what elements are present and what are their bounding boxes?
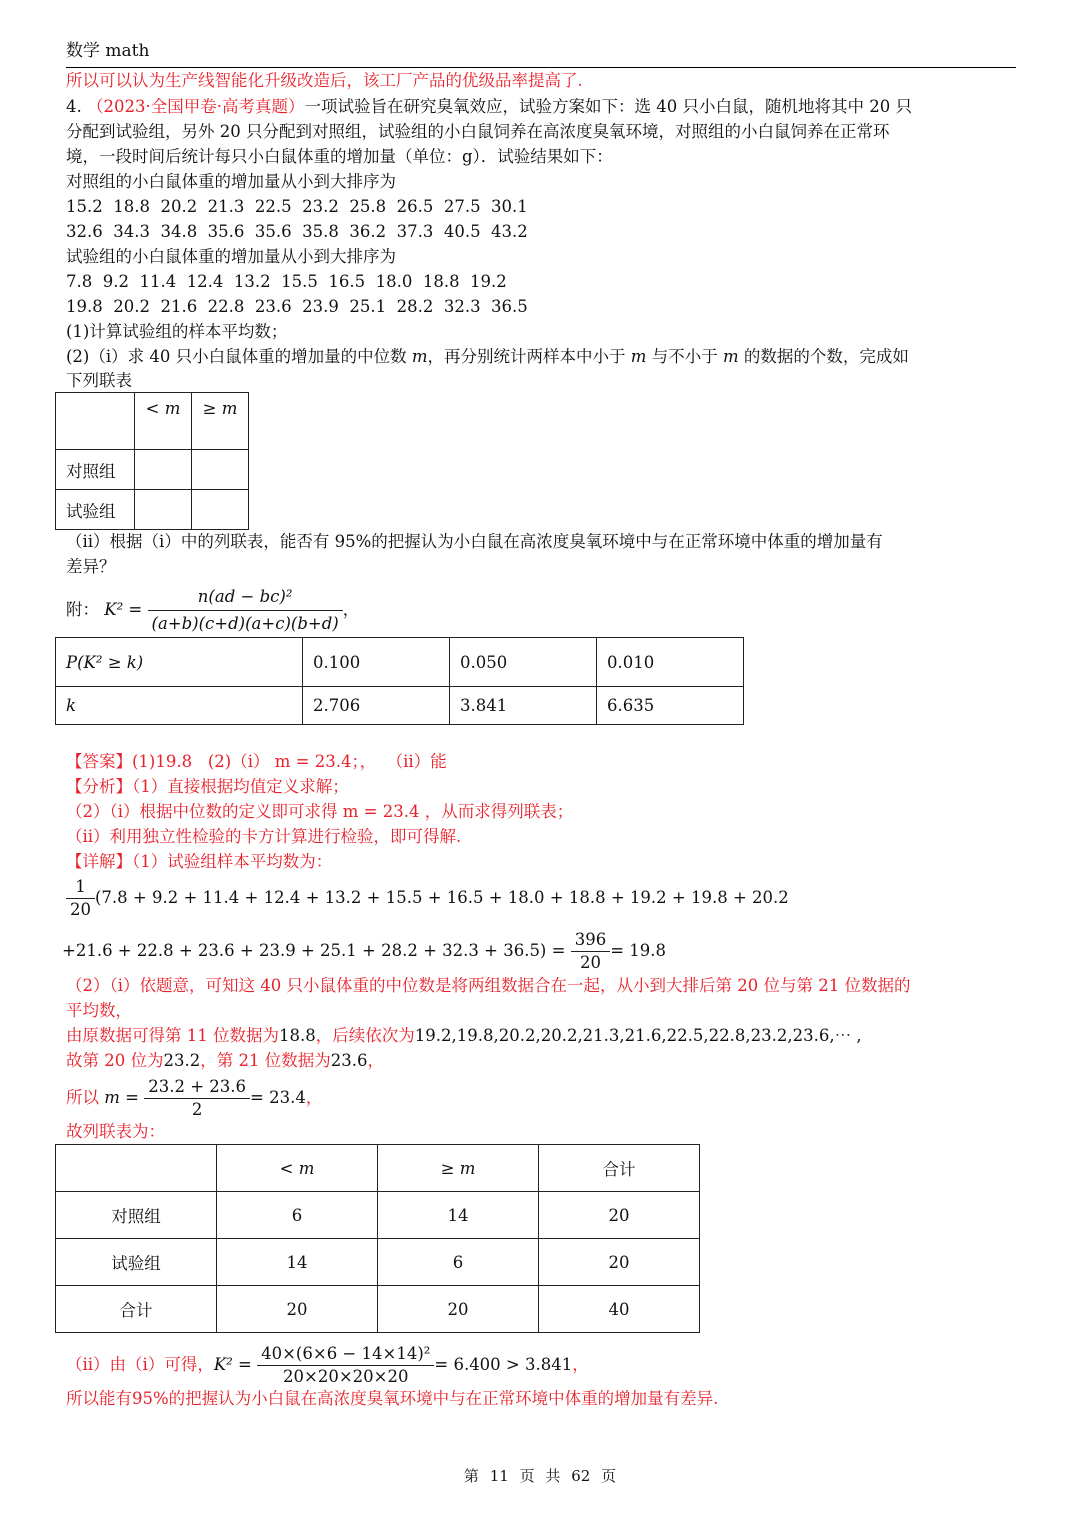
m-calc-b: m =	[104, 1088, 139, 1107]
problem-stem-3: 境，一段时间后统计每只小白鼠体重的增加量（单位：g）．试验结果如下：	[66, 147, 613, 166]
blank-cell	[135, 450, 192, 490]
page-number: 11	[489, 1467, 509, 1485]
median-4a: 故第 20 位为	[66, 1051, 164, 1070]
chi-d: ，	[572, 1355, 589, 1374]
analysis-line-3: （ⅱ）利用独立性检验的卡方计算进行检验，即可得解.	[66, 827, 462, 846]
analysis-tag: 【分析】	[66, 777, 132, 796]
header-ge-m: ≥ m	[202, 399, 238, 418]
blank-cell	[192, 450, 249, 490]
answer-line	[66, 751, 447, 773]
control-title: 对照组的小白鼠体重的增加量从小到大排序为	[66, 172, 396, 191]
table-cell: 合计	[56, 1286, 217, 1333]
analysis-line-1	[66, 776, 349, 798]
median-3b: 18.8	[279, 1026, 316, 1045]
mean-result-fraction	[571, 929, 611, 974]
median-4e: ，	[367, 1051, 384, 1070]
header-less-than-m: < m	[145, 399, 181, 418]
median-3c: ，后续依次为	[315, 1026, 415, 1045]
table-cell: 6	[217, 1192, 378, 1239]
analysis-line-2: （2）（ⅰ）根据中位数的定义即可求得 m = 23.4 ，从而求得列联表；	[66, 802, 574, 821]
blank-cell	[192, 490, 249, 530]
crit-header: P(K² ≥ k)	[66, 652, 144, 672]
chi-square-calculation	[66, 1343, 589, 1388]
footer-text: 共	[545, 1467, 561, 1485]
chi-fraction	[257, 1343, 434, 1388]
critical-value-table	[55, 637, 744, 725]
formula-fraction	[148, 584, 343, 637]
m-calc-num: 23.2 + 23.6	[148, 1077, 247, 1096]
chi-num: 40×(6×6 − 14×14)²	[261, 1344, 431, 1363]
appendix-formula	[66, 584, 359, 637]
table-header-total: 合计	[539, 1145, 700, 1192]
test-title: 试验组的小白鼠体重的增加量从小到大排序为	[66, 247, 396, 266]
median-4d: 23.6	[330, 1051, 368, 1070]
control-row-1: 15.2 18.8 20.2 21.3 22.5 23.2 25.8 26.5 27.5 30.1	[66, 197, 528, 216]
median-4b: 23.2	[163, 1051, 201, 1070]
m-calc-fraction	[144, 1076, 250, 1121]
median-4c: ，第 21 位数据为	[200, 1051, 331, 1070]
row-label-control: 对照组	[56, 450, 135, 490]
median-3a: 由原数据可得第 11 位数据为	[66, 1026, 279, 1045]
m-calc-c: = 23.4	[250, 1088, 306, 1107]
footer-text: 页	[601, 1467, 617, 1485]
mean-sum-part-1: (7.8 + 9.2 + 11.4 + 12.4 + 13.2 + 15.5 + 16.5 + 18.0 + 18.8 + 19.2 + 19.8 + 20.2	[95, 888, 789, 907]
question-2-line-2: 下列联表	[66, 371, 132, 390]
mean-formula-line-1	[66, 876, 789, 921]
q2-text-c: 与不小于	[646, 347, 723, 366]
table-cell: 40	[539, 1286, 700, 1333]
table-header-ge: ≥ m	[440, 1158, 476, 1178]
q2-var-m: m	[411, 347, 428, 366]
crit-k-value: 2.706	[303, 687, 450, 725]
median-3d: 19.2,19.8,20.2,20.2,21.3,21.6,22.5,22.8,23.2,23.6,⋯ ,	[414, 1026, 862, 1045]
table-cell: 对照组	[56, 1192, 217, 1239]
problem-stem-1: 一项试验旨在研究臭氧效应，试验方案如下：选 40 只小白鼠，随机地将其中 20 只	[304, 97, 912, 116]
table-cell: 6	[378, 1239, 539, 1286]
table-cell: 14	[378, 1192, 539, 1239]
table-intro: 故列联表为：	[66, 1122, 165, 1141]
q2-var-m: m	[630, 347, 647, 366]
question-2ii-line-1: （ⅱ）根据（ⅰ）中的列联表，能否有 95%的把握认为小白鼠在高浓度臭氧环境中与在正常环境中体重的增加量有	[66, 532, 883, 551]
page-footer	[0, 1465, 1080, 1486]
problem-source: （2023·全国甲卷·高考真题）	[87, 97, 305, 116]
crit-p-value: 0.050	[450, 638, 597, 687]
m-calculation	[66, 1076, 322, 1121]
problem-line-1	[66, 96, 912, 118]
header-subject: 数学 math	[66, 41, 150, 61]
formula-denominator: (a+b)(c+d)(a+c)(b+d)	[148, 610, 343, 637]
final-conclusion: 所以能有95%的把握认为小白鼠在高浓度臭氧环境中与在正常环境中体重的增加量有差异.	[66, 1389, 719, 1408]
table-header-lt: < m	[279, 1158, 315, 1178]
table-cell: 20	[378, 1286, 539, 1333]
mean-coef-num: 1	[75, 877, 86, 896]
mean-sum-part-2: +21.6 + 22.8 + 23.6 + 23.9 + 25.1 + 28.2 + 32.3 + 36.5) =	[62, 941, 566, 960]
answer-tag: 【答案】	[66, 752, 132, 771]
crit-k-value: 6.635	[597, 687, 744, 725]
question-2-line-1	[66, 346, 909, 368]
blank-contingency-table	[55, 392, 249, 530]
footer-text: 页	[519, 1467, 535, 1485]
m-calc-d: ，	[305, 1088, 323, 1107]
table-cell: 20	[217, 1286, 378, 1333]
mean-result: = 19.8	[610, 941, 667, 960]
total-pages: 62	[571, 1467, 591, 1485]
crit-p-value: 0.010	[597, 638, 744, 687]
table-header-blank	[56, 1145, 217, 1192]
chi-a: （ⅱ）由（ⅰ）可得，	[66, 1355, 214, 1374]
median-line-1: （2）（ⅰ）依题意，可知这 40 只小鼠体重的中位数是将两组数据合在一起，从小到大排后第 20 位与第 21 位数据的	[66, 976, 911, 995]
m-calc-den: 2	[144, 1098, 250, 1121]
blank-cell	[135, 490, 192, 530]
control-row-2: 32.6 34.3 34.8 35.6 35.6 35.8 36.2 37.3 40.5 43.2	[66, 222, 528, 241]
chi-b: K² =	[213, 1355, 252, 1374]
m-calc-a: 所以	[66, 1088, 105, 1107]
mean-coefficient	[66, 876, 95, 921]
analysis-text-1: （1）直接根据均值定义求解；	[132, 777, 349, 796]
formula-tail: ，	[342, 600, 360, 619]
table-cell: 20	[539, 1239, 700, 1286]
problem-number: 4.	[66, 97, 82, 116]
median-line-2: 平均数，	[66, 1001, 132, 1020]
q2-text-b: ，再分别统计两样本中小于	[427, 347, 631, 366]
crit-k-label: k	[66, 696, 76, 715]
filled-contingency-table	[55, 1144, 700, 1333]
problem-stem-2: 分配到试验组，另外 20 只分配到对照组，试验组的小白鼠饲养在高浓度臭氧环境，对照组的小白鼠饲养在正常环	[66, 122, 890, 141]
mean-res-den: 20	[571, 951, 611, 974]
table-cell: 14	[217, 1239, 378, 1286]
test-row-1: 7.8 9.2 11.4 12.4 13.2 15.5 16.5 18.0 18.8 19.2	[66, 272, 507, 291]
detail-text-1: （1）试验组样本平均数为：	[132, 852, 333, 871]
answer-text: (1)19.8 (2)（ⅰ） m = 23.4；， （ⅱ）能	[132, 752, 447, 771]
q2-text-d: 的数据的个数，完成如	[738, 347, 909, 366]
median-line-4	[66, 1050, 384, 1072]
q2-var-m: m	[722, 347, 739, 366]
header-divider	[66, 67, 1016, 68]
test-row-2: 19.8 20.2 21.6 22.8 23.6 23.9 25.1 28.2 32.3 36.5	[66, 297, 528, 316]
detail-line-1	[66, 851, 332, 873]
formula-numerator: n(ad − bc)²	[197, 587, 293, 606]
row-label-test: 试验组	[56, 490, 135, 530]
question-1: (1)计算试验组的样本平均数；	[66, 322, 288, 341]
chi-c: = 6.400 > 3.841	[434, 1355, 573, 1374]
table-cell: 试验组	[56, 1239, 217, 1286]
mean-res-num: 396	[574, 930, 607, 949]
crit-k-value: 3.841	[450, 687, 597, 725]
question-2ii-line-2: 差异？	[66, 557, 116, 576]
formula-lhs: K² =	[104, 600, 143, 619]
crit-p-value: 0.100	[303, 638, 450, 687]
previous-conclusion: 所以可以认为生产线智能化升级改造后，该工厂产品的优级品率提高了.	[66, 71, 583, 90]
median-line-3	[66, 1025, 862, 1047]
chi-den: 20×20×20×20	[257, 1365, 434, 1388]
detail-tag: 【详解】	[66, 852, 132, 871]
q2-text-a: (2)（ⅰ）求 40 只小白鼠体重的增加量的中位数	[66, 347, 412, 366]
mean-coef-den: 20	[66, 898, 95, 921]
footer-text: 第	[463, 1467, 479, 1485]
appendix-label: 附：	[66, 600, 99, 619]
table-cell: 20	[539, 1192, 700, 1239]
mean-formula-line-2	[62, 929, 666, 974]
